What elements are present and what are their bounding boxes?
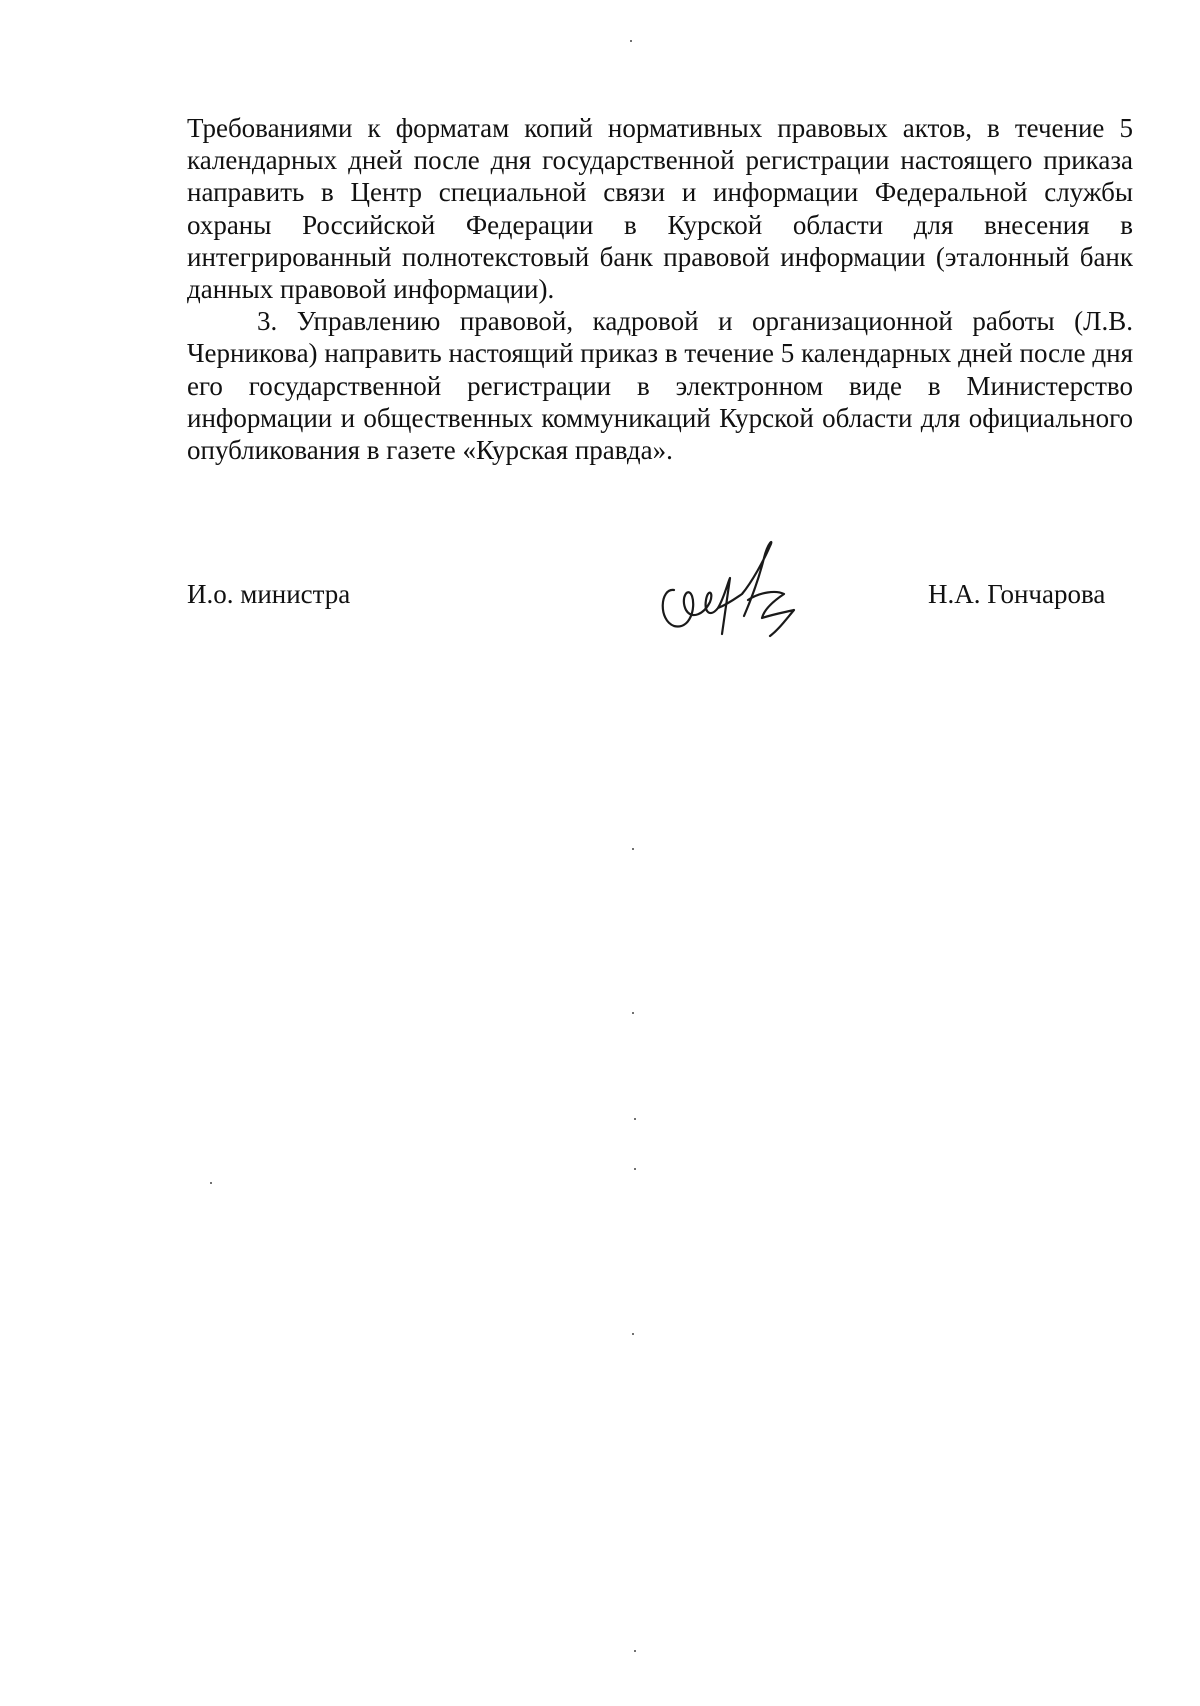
paragraph-continuation: Требованиями к форматам копий нормативных правовых актов, в течение 5 календарных дней после дня государственной регистрации настоящего приказа направить в Центр специальной связи и информации Федеральной службы охраны Российской Федерации в Курской области для внесения в интегрированный полнотекстовый банк правовой информации (эталонный банк данных правовой информации). <box>187 113 1133 305</box>
scan-speck <box>632 848 634 850</box>
scan-speck <box>210 1182 212 1184</box>
document-body <box>187 112 1133 466</box>
scan-speck <box>634 1118 636 1120</box>
handwritten-signature <box>652 538 822 638</box>
scan-speck <box>630 40 632 42</box>
scan-speck <box>632 1333 634 1335</box>
scan-speck <box>632 1012 634 1014</box>
scan-speck <box>634 1168 636 1170</box>
signatory-name: Н.А. Гончарова <box>928 579 1106 609</box>
paragraph-item-3: 3. Управлению правовой, кадровой и организационной работы (Л.В. Черникова) направить настоящий приказ в течение 5 календарных дней после дня его государственной регистрации в электронном виде в Министерство информации и общественных коммуникаций Курской области для официального опубликования в газете «Курская правда». <box>187 306 1133 466</box>
scan-speck <box>634 1650 636 1652</box>
signatory-position: И.о. министра <box>187 579 351 609</box>
